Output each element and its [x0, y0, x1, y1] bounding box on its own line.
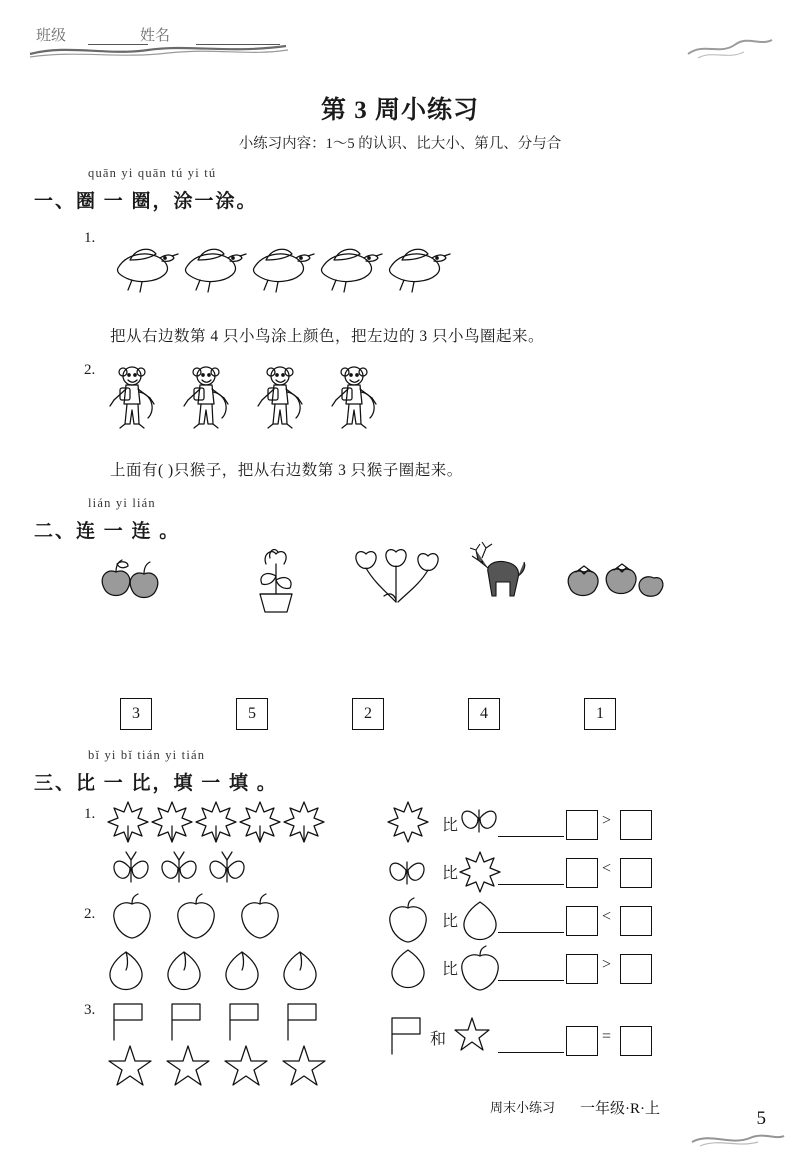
compare-2b-operator: >	[602, 956, 612, 973]
section-1-heading: 一、圈 一 圈，涂一涂。	[34, 191, 258, 212]
compare-3-blank-rule	[498, 1052, 564, 1053]
compare-2b-answer-box-2[interactable]	[620, 954, 652, 984]
compare-2a-label: 比	[442, 913, 459, 930]
deer-picture	[470, 542, 525, 596]
compare-3-answer-box-2[interactable]	[620, 1026, 652, 1056]
section-2-heading: 二、连 一 连 。	[34, 521, 181, 542]
section-2-pinyin: lián yi lián	[88, 496, 156, 510]
page-number: 5	[756, 1108, 766, 1129]
corner-cloud-decoration	[684, 34, 774, 60]
section-2-picture-row	[84, 548, 654, 620]
compare-1a-blank-rule	[498, 836, 564, 837]
class-blank-rule	[88, 44, 148, 45]
apple-peach-group	[100, 896, 360, 992]
number-card-5[interactable]: 1	[584, 698, 616, 730]
compare-3-join-label: 和	[430, 1031, 447, 1048]
name-blank-rule	[196, 44, 280, 45]
compare-2a-operator: <	[602, 908, 612, 925]
compare-1b-label: 比	[442, 865, 459, 882]
section-3-item-2-number: 2.	[84, 906, 96, 922]
compare-2a-blank-rule	[498, 932, 564, 933]
compare-2b-blank-rule	[498, 980, 564, 981]
section-1-item-2-number: 2.	[84, 362, 96, 378]
page-title: 第 3 周小练习	[320, 97, 479, 124]
flag-star-group	[100, 1000, 360, 1086]
compare-1a-label: 比	[442, 817, 459, 834]
section-3-item-1-number: 1.	[84, 806, 96, 822]
tomatoes-picture	[568, 564, 663, 596]
compare-1a-operator: >	[602, 812, 612, 829]
flowers-picture	[356, 550, 438, 602]
compare-2a-answer-box-2[interactable]	[620, 906, 652, 936]
compare-1b-operator: <	[602, 860, 612, 877]
header-swoosh-decoration	[28, 38, 293, 60]
page-subtitle: 小练习内容：1～5 的认识、比大小、第几、分与合	[238, 136, 562, 152]
class-label: 班级	[36, 28, 67, 44]
section-1-pinyin: quān yi quān tú yi tú	[88, 166, 217, 180]
compare-2a-answer-box[interactable]	[566, 906, 598, 936]
compare-1b-blank-rule	[498, 884, 564, 885]
number-card-4[interactable]: 4	[468, 698, 500, 730]
footer-right-text: 一年级·R·上	[580, 1101, 660, 1117]
potted-flower-picture	[260, 550, 292, 612]
student-info-header	[28, 18, 288, 58]
compare-3-answer-box[interactable]	[566, 1026, 598, 1056]
footer-swoosh-decoration	[690, 1128, 786, 1148]
compare-3-operator: =	[602, 1028, 612, 1045]
compare-1b-answer-box-2[interactable]	[620, 858, 652, 888]
number-card-3[interactable]: 2	[352, 698, 384, 730]
leaf-butterfly-group	[106, 796, 366, 892]
section-1-item-1-text: 把从右边数第 4 只小鸟涂上颜色，把左边的 3 只小鸟圈起来。	[110, 328, 545, 345]
compare-1b-answer-box[interactable]	[566, 858, 598, 888]
compare-1a-answer-box[interactable]	[566, 810, 598, 840]
compare-1a-answer-box-2[interactable]	[620, 810, 652, 840]
number-card-1[interactable]: 3	[120, 698, 152, 730]
name-label: 姓名	[140, 28, 171, 44]
number-card-2[interactable]: 5	[236, 698, 268, 730]
apples-picture	[102, 560, 158, 598]
section-1-item-1-number: 1.	[84, 230, 96, 246]
footer-left-text: 周末小练习	[490, 1100, 556, 1115]
section-3-heading: 三、比 一 比，填 一 填 。	[34, 773, 278, 794]
section-1-item-2-text: 上面有( )只猴子，把从右边数第 3 只猴子圈起来。	[110, 462, 463, 479]
monkey-group	[108, 362, 408, 454]
section-3-item-3-number: 3.	[84, 1002, 96, 1018]
bird-group	[112, 238, 452, 298]
section-3-pinyin: bǐ yi bǐ tián yi tián	[88, 748, 206, 762]
compare-2b-answer-box[interactable]	[566, 954, 598, 984]
compare-2b-label: 比	[442, 961, 459, 978]
